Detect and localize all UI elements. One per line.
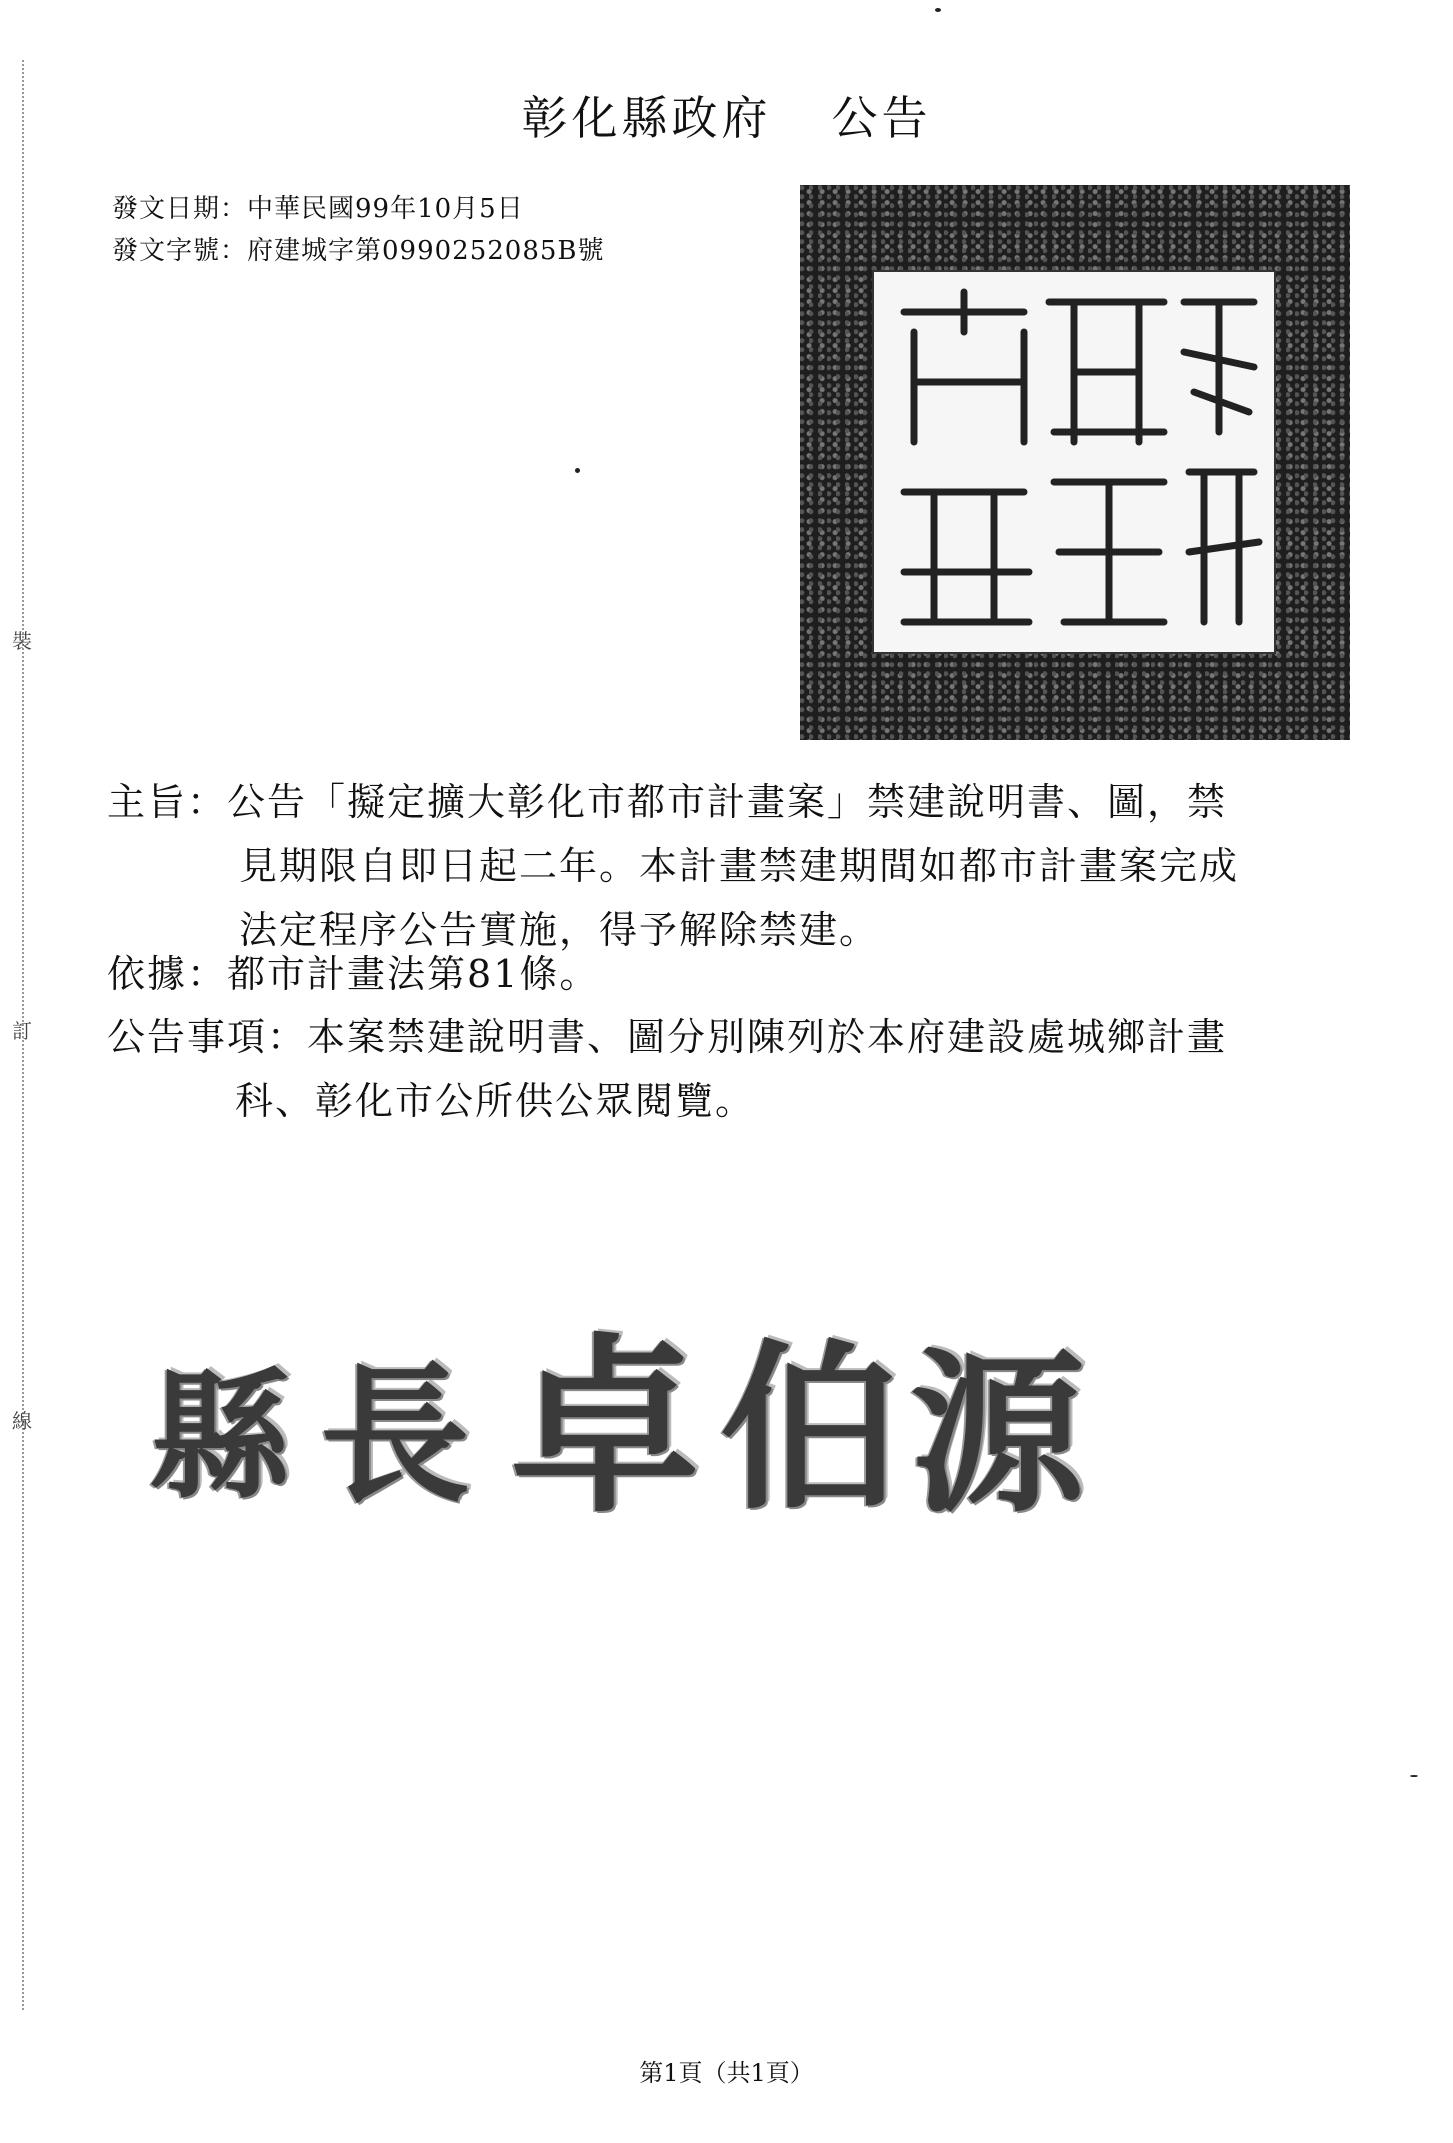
signature-char-1: 縣 [150,1355,291,1519]
title-type: 公告 [831,91,932,145]
subject-line-1: 公告「擬定擴大彰化市都市計畫案」禁建說明書、圖，禁 [227,780,1228,824]
basis-paragraph [107,942,1367,1006]
signature-char-5: 源 [910,1332,1085,1537]
subject-line-2: 見期限自即日起二年。本計畫禁建期間如都市計畫案完成 [239,844,1240,888]
binding-mark-ding: 訂 [12,1019,32,1043]
official-seal [800,185,1350,740]
magistrate-signature [150,1265,1090,1538]
items-line-2: 科、彰化市公所供公眾閱覽。 [235,1079,756,1123]
issue-date: 發文日期：中華民國99年10月5日 [112,194,524,224]
basis-label: 依據： [107,952,228,996]
scan-speck [575,468,580,473]
document-title [0,82,1453,148]
subject-line-3: 法定程序公告實施，得予解除禁建。 [239,908,880,952]
seal-script-glyphs [874,272,1274,652]
document-number: 發文字號：府建城字第0990252085B號 [112,236,605,266]
signature-char-4: 伯 [720,1323,901,1534]
seal-inner-field [872,270,1276,654]
binding-mark-zhuang: 裝 [12,629,32,653]
items-line-1: 本案禁建說明書、圖分別陳列於本府建設處城鄉計畫 [307,1015,1228,1059]
signature-char-2: 長 [320,1348,471,1524]
basis-text: 都市計畫法第81條。 [227,952,600,996]
subject-label: 主旨： [107,780,228,824]
subject-paragraph [107,770,1367,962]
page-footer: 第1頁（共1頁） [639,2059,814,2087]
items-paragraph [107,1005,1367,1133]
binding-mark-xian: 線 [12,1409,32,1433]
scan-speck [1410,1775,1418,1777]
scan-speck [935,8,941,12]
signature-char-3: 卓 [510,1315,701,1538]
items-label: 公告事項： [107,1015,308,1059]
title-agency: 彰化縣政府 [521,91,772,145]
